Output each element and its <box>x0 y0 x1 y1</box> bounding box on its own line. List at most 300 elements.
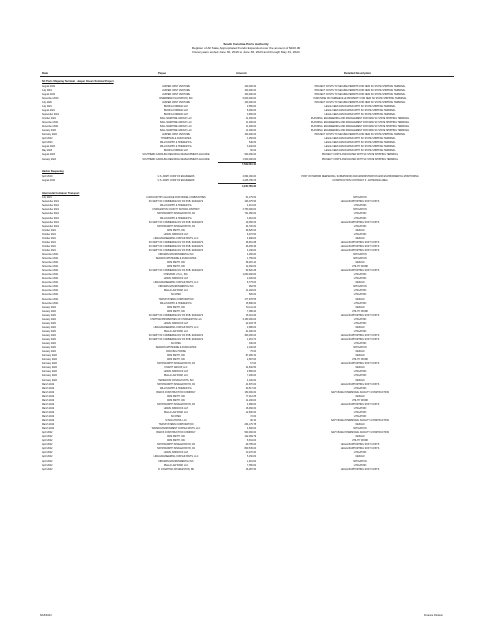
row-amount: 14,842.50 <box>245 367 256 370</box>
row-payee: WILLOUGHBY & HOEFER P.A. <box>159 302 193 305</box>
row-payee: WILLOUGHBY & HOEFER P.A. <box>159 146 193 149</box>
row-amount: 150,000.00 <box>244 391 256 394</box>
row-amount: 19,050.00 <box>245 221 256 224</box>
row-description: LEGAL FEES ASSOCIATED WITH SC STATE SHIPPING TERMINAL <box>324 142 396 145</box>
row-date: December 2021 <box>42 290 59 293</box>
row-amount: 2,694,000.00 <box>242 175 256 178</box>
row-amount: 11,000.00 <box>245 126 256 129</box>
row-description: DESIGN <box>355 355 365 358</box>
row-amount: 10,270.00 <box>245 452 256 455</box>
row-payee: HAYNSWORTH SINKLER BOYD, PA <box>156 213 196 216</box>
row-payee: JASPER JOINT VENTURE <box>162 101 190 104</box>
column-header-description: Detailed Description <box>344 71 372 75</box>
row-payee: HAYNSWORTH SINKLER BOYD, PA <box>156 363 196 366</box>
row-date: March 2022 <box>42 424 55 427</box>
row-amount: 234,179.78 <box>244 424 256 427</box>
row-payee: KIRKMAN ENVIRONMENTAL INC <box>158 286 194 289</box>
row-date: March 2022 <box>42 387 55 390</box>
row-description: MITIGATION <box>353 460 367 463</box>
row-payee: LOWCOUNTRY ALLIANCE FOR MODEL COMMUNITIES <box>146 197 206 200</box>
row-amount: 24,700.00 <box>245 225 256 228</box>
row-amount: 2,550.00 <box>247 105 256 108</box>
row-amount: 48,961.98 <box>245 241 256 244</box>
row-description: LEGAL/SUPPORTING SOFT COSTS <box>340 444 380 447</box>
row-payee: U.S. ARMY CORP OF ENGINEERS <box>157 175 195 178</box>
row-description: LEGAL/SUPPORTING SOFT COSTS <box>340 468 380 471</box>
footer-division: Finance Division <box>424 614 444 617</box>
row-description: DESIGN <box>355 237 365 240</box>
row-date: December 2021 <box>42 286 59 289</box>
row-payee: HAYNSWORTH SINKLER BOYD, PA <box>156 403 196 406</box>
row-date: April 2023 <box>42 142 53 145</box>
row-date: December 2021 <box>42 278 59 281</box>
row-amount: 26,455.36 <box>245 245 256 248</box>
row-date: December 2021 <box>42 282 59 285</box>
row-payee: SC DEPT OF COMMERCE DIV OF PUB. RAILWAYS <box>148 314 204 317</box>
row-description: MITIGATION <box>353 197 367 200</box>
row-amount: 4,100.00 <box>247 379 256 382</box>
row-date: March 2022 <box>42 395 55 398</box>
row-date: August 2023 <box>42 154 55 157</box>
row-amount: 2,100.00 <box>247 347 256 350</box>
row-description: PROJECT COSTS TO SECURE PERMITS FOR NEW SC STATE SHIPPING TERMINAL <box>314 93 406 96</box>
row-description: MITIGATION <box>353 428 367 431</box>
row-description: LEGAL FEES ASSOCIATED WITH SC STATE SHIPPING TERMINAL <box>324 113 396 116</box>
row-description: LEGAL/SUPPORTING SOFT COSTS <box>340 221 380 224</box>
row-amount: 21,000.00 <box>245 330 256 333</box>
row-payee: LEWIS, BABCOCK LLP <box>163 233 189 236</box>
row-amount: 11,000.00 <box>245 122 256 125</box>
section-subtotal: 4,940,780.33 <box>218 183 256 187</box>
row-description: LITIGATION <box>353 387 367 390</box>
row-amount: 11,200.00 <box>245 290 256 293</box>
row-amount: 4,750,000.00 <box>242 209 256 212</box>
row-description: LITIGATION <box>353 375 367 378</box>
row-payee: LEWIS, BABCOCK LLP <box>163 371 189 374</box>
row-date: April 2022 <box>42 440 53 443</box>
row-date: September 2021 <box>42 201 59 204</box>
row-description: LEGAL FEES ASSOCIATED WITH SC STATE SHIPPING TERMINAL <box>324 138 396 141</box>
row-date: January 2022 <box>42 347 56 350</box>
row-payee: PELLA LAW FIRM, LLC <box>163 330 189 333</box>
row-payee: SI SOLUTIONS, LLC <box>165 420 187 422</box>
row-description: LITIGATION <box>353 343 367 346</box>
row-date: April 2022 <box>42 436 53 439</box>
row-date: January 2022 <box>42 334 56 337</box>
row-amount: 1,261.70 <box>247 339 256 341</box>
row-amount: 1,901.00 <box>247 460 256 463</box>
row-date: February 2022 <box>42 367 57 370</box>
row-amount: 163,079.50 <box>244 201 256 204</box>
row-payee: BURR & FORMAN LLP <box>164 109 188 112</box>
row-description: DESIGN <box>355 379 365 382</box>
section-title: Harbor Deepening <box>42 170 64 174</box>
row-description: MITIGATION <box>353 258 367 260</box>
row-date: August 2019 <box>42 93 55 96</box>
row-description: LITIGATION <box>353 330 367 333</box>
row-description: PROJECT COSTS TO SECURE PERMITS FOR NEW SC STATE SHIPPING TERMINAL <box>314 89 406 92</box>
row-payee: KIRKMAN ENVIRONMENTAL INC <box>158 253 194 256</box>
row-amount: 5,150.00 <box>247 456 256 459</box>
row-description: LITIGATION <box>353 274 367 277</box>
row-payee: LIDE ENGINEERING CONSULTANTS, LLC <box>153 237 199 240</box>
row-date: December 2021 <box>42 298 59 301</box>
row-amount: 100,000.00 <box>244 101 256 104</box>
row-description: CONSTRUCTION CONTRACT 3 - ENTRANCE AREA <box>332 179 388 182</box>
row-payee: BANKS CONSTRUCTION COMPANY <box>156 391 196 394</box>
row-amount: 11,000.00 <box>245 130 256 133</box>
row-amount: 100,000.00 <box>244 93 256 96</box>
row-amount: 2,697.00 <box>247 359 256 362</box>
row-description: LEGAL/SUPPORTING SOFT COSTS <box>340 201 380 204</box>
row-description: LITIGATION <box>353 294 367 297</box>
row-description: LEGAL FEES ASSOCIATED WITH SC STATE SHIPPING TERMINAL <box>324 146 396 149</box>
row-amount: 800,545.00 <box>244 448 256 451</box>
row-payee: JASPER JOINT VENTURE <box>162 89 190 92</box>
row-payee: SC DEPT OF COMMERCE DIV OF PUB. RAILWAYS <box>148 334 204 337</box>
table-row <box>40 179 454 183</box>
row-payee: U.S. ARMY CORP OF ENGINEERS <box>157 179 195 182</box>
row-description: POST 45 HARBOR DEEPENING, SUPERVISION AND ADMINISTRATION AND ENVIRONMENTAL MONITORING <box>301 175 419 178</box>
row-amount: 500,000.00 <box>244 154 256 157</box>
row-date: March 2022 <box>42 428 55 431</box>
row-date: January 2022 <box>42 306 56 309</box>
row-date: February 2022 <box>42 359 57 362</box>
row-date: January 2022 <box>42 339 56 341</box>
row-date: March 2022 <box>42 411 55 414</box>
row-date: July 2021 <box>42 197 52 200</box>
row-date: April 2022 <box>42 138 53 141</box>
row-description: LEGAL/SUPPORTING SOFT COSTS <box>340 383 380 386</box>
row-payee: BANKS CONSTRUCTION COMPANY <box>156 432 196 435</box>
row-date: September 2021 <box>42 221 59 224</box>
row-date: February 2022 <box>42 375 57 378</box>
row-amount: 177,978.55 <box>244 298 256 301</box>
row-payee: ROCKING HORSE <box>166 351 186 354</box>
row-amount: 12,600.00 <box>245 411 256 414</box>
row-description: MITIGATION <box>353 286 367 289</box>
row-date: July 2021 <box>42 105 52 108</box>
row-description: PLANNING, ENGINEERING AND MANAGEMENT FOR NEW SC STATE SHIPPING TERMINAL <box>310 130 410 133</box>
row-payee: HAYNSWORTH SINKLER BOYD, PA <box>156 448 196 451</box>
row-date: September 2021 <box>42 217 59 220</box>
row-payee: CDM SMITH, INC <box>166 306 186 309</box>
row-date: January 2022 <box>42 314 56 317</box>
row-amount: 7,086.40 <box>247 310 256 313</box>
row-payee: LEWIS, BABCOCK LLP <box>163 278 189 281</box>
row-payee: JASPER JOINT VENTURE <box>162 134 190 137</box>
row-date: January 2022 <box>42 351 56 354</box>
row-date: September 2021 <box>42 113 59 116</box>
row-date: April 2022 <box>42 460 53 463</box>
row-date: October 2021 <box>42 229 56 232</box>
row-payee: BALL MARITIME GROUP, LLC <box>160 122 192 125</box>
row-description: LEGAL/SUPPORTING SOFT COSTS <box>340 339 380 341</box>
row-date: February 2022 <box>42 355 57 358</box>
row-payee: WILLOUGHBY & HOEFER P.A. <box>159 387 193 390</box>
row-amount: 330.00 <box>248 343 256 346</box>
row-payee: TRANSYSTEMS CORPORATION <box>158 298 194 301</box>
row-description: MITIGATION <box>353 347 367 350</box>
row-payee: LIDE ENGINEERING CONSULTANTS, LLC <box>153 326 199 329</box>
row-amount: 90.10 <box>250 420 256 422</box>
row-description: LITIGATION <box>353 322 367 325</box>
row-date: April 2019 <box>42 175 53 178</box>
row-amount: 4,980.00 <box>247 403 256 406</box>
row-description: DESIGN <box>355 395 365 398</box>
row-amount: 38,015.10 <box>245 262 256 265</box>
row-payee: BURR & FORMAN LLP <box>164 150 188 153</box>
row-date: October 2021 <box>42 245 56 248</box>
row-date: August 2023 <box>42 146 55 149</box>
row-payee: CHARLESTON COUNTY SCHOOL DISTRICT <box>152 209 200 212</box>
row-amount: 4,190.00 <box>247 249 256 252</box>
row-description: NAVY BASE INTERMODAL FACILITY CONSTRUCTION <box>330 420 390 422</box>
row-payee: LEWIS, BABCOCK LLP <box>163 452 189 455</box>
row-payee: BALL MARITIME GROUP, LLC <box>160 126 192 129</box>
row-amount: 8,631.00 <box>247 440 256 443</box>
row-payee: WATER ENVIRONMENT CONSULTANTS, LLC <box>151 428 201 431</box>
row-amount: 7,200.00 <box>247 375 256 378</box>
row-date: March 2022 <box>42 420 55 422</box>
row-amount: 51,175.00 <box>245 197 256 200</box>
row-amount: 60.00 <box>250 150 256 153</box>
row-amount: 8,000.00 <box>247 109 256 112</box>
row-payee: LIDE ENGINEERING CONSULTANTS, LLC <box>153 456 199 459</box>
row-amount: 100,000.00 <box>244 85 256 88</box>
row-payee: PELLA LAW FIRM, LLC <box>163 290 189 293</box>
row-payee: SC DHEC <box>170 294 182 297</box>
report-header <box>0 42 492 55</box>
row-amount: 4,410.00 <box>247 205 256 208</box>
row-payee: SOUTHERN CAROLINA REGIONAL DEVELOPMENT ALLIANCE <box>142 154 210 157</box>
row-date: December 2021 <box>42 294 59 297</box>
row-description: LITIGATION <box>353 233 367 236</box>
row-date: October 2021 <box>42 241 56 244</box>
row-payee: BURR & FORMAN LLP <box>164 113 188 116</box>
row-date: October 2021 <box>42 237 56 240</box>
row-payee: CDM SMITH, INC <box>166 399 186 402</box>
row-description: LEGAL FEES ASSOCIATED WITH SC STATE SHIPPING TERMINAL <box>324 105 396 108</box>
row-date: January 2024 <box>42 158 56 161</box>
row-payee: PELLA LAW FIRM, LLC <box>163 464 189 467</box>
row-payee: HAYNSWORTH SINKLER BOYD, PA <box>156 444 196 447</box>
row-description: LEGAL/SUPPORTING SOFT COSTS <box>340 245 380 248</box>
row-description: PROJECT COSTS ASSOCIATED WITH SC STATE SHIPPING TERMINAL <box>321 158 399 161</box>
row-amount: 11,000.00 <box>245 118 256 120</box>
row-date: August 2019 <box>42 179 55 182</box>
row-payee: SC DHEC <box>170 415 182 418</box>
row-date: April 2022 <box>42 444 53 447</box>
row-amount: 5,000,000.00 <box>242 97 256 100</box>
row-payee: WILLOUGHBY & HOEFER P.A. <box>159 205 193 208</box>
row-date: October 2021 <box>42 249 56 252</box>
row-description: LITIGATION <box>353 205 367 208</box>
row-description: DESIGN <box>355 298 365 301</box>
row-amount: 520.00 <box>248 294 256 297</box>
row-description: LITIGATION <box>353 407 367 410</box>
row-description: LITIGATION <box>353 318 367 321</box>
row-amount: 16,087.50 <box>245 468 256 471</box>
row-description: LITIGATION <box>353 411 367 414</box>
row-amount: 1,750.00 <box>247 258 256 260</box>
row-payee: CDM SMITH, INC <box>166 436 186 439</box>
column-header-amount: Amount <box>236 71 247 75</box>
row-date: March 2022 <box>42 383 55 386</box>
row-amount: 8,775.00 <box>247 282 256 285</box>
row-amount: 12,000.00 <box>245 266 256 269</box>
row-description: LEGAL/SUPPORTING SOFT COSTS <box>340 448 380 451</box>
row-description: DESIGN <box>355 367 365 370</box>
row-date: September 2021 <box>42 205 59 208</box>
row-amount: 3,650.00 <box>247 113 256 116</box>
table-row <box>40 468 454 472</box>
row-description: PLANNING, ENGINEERING AND MANAGEMENT FOR NEW SC STATE SHIPPING TERMINAL <box>310 118 410 120</box>
row-payee: LIDE ENGINEERING CONSULTANTS, LLC <box>153 282 199 285</box>
header-rule <box>40 76 454 77</box>
row-amount: 100,000.00 <box>244 134 256 137</box>
row-date: November 2021 <box>42 122 59 125</box>
row-payee: CHATHAM PROPERTIES OF CHARLESTON LLC <box>150 318 202 321</box>
row-payee: BALL MARITIME GROUP, LLC <box>160 130 192 133</box>
row-description: LEGAL/SUPPORTING SOFT COSTS <box>340 249 380 252</box>
row-payee: CDM SMITH, INC <box>166 262 186 265</box>
row-amount: 1,000,000.00 <box>242 274 256 277</box>
row-description: DESIGN <box>355 424 365 427</box>
row-amount: 67.00 <box>250 363 256 366</box>
row-payee: SC DEPT OF COMMERCE DIV OF PUB. RAILWAYS <box>148 339 204 341</box>
row-description: DESIGN <box>355 229 365 232</box>
row-amount: 540.00 <box>248 142 256 145</box>
row-date: January 2022 <box>42 130 56 133</box>
row-payee: HAYNSWORTH SINKLER BOYD, PA <box>156 383 196 386</box>
row-date: February 2022 <box>42 363 57 366</box>
row-date: April 2022 <box>42 464 53 467</box>
row-amount: 51,111.44 <box>246 306 256 309</box>
row-payee: HAYNSWORTH SINKLER BOYD, PA <box>156 225 196 228</box>
row-payee: THOMPSON & ASSOCIATES <box>160 138 192 141</box>
row-amount: 15,680.00 <box>245 302 256 305</box>
row-amount: 2,980.00 <box>247 326 256 329</box>
row-date: January 2022 <box>42 318 56 321</box>
row-amount: 75.00 <box>250 351 256 354</box>
row-amount: 18,060.00 <box>245 407 256 410</box>
row-date: November 2021 <box>42 266 59 269</box>
row-date: January 2022 <box>42 310 56 313</box>
row-date: August 2019 <box>42 85 55 88</box>
row-payee: KIRKMAN ENVIRONMENTAL INC <box>158 460 194 463</box>
report-period: Fiscal years ended June 30, 2019 to June 30, 2023 and through May 31, 2024 <box>192 50 300 55</box>
row-description: DESIGN <box>355 262 365 265</box>
report-subtitle: Register of All State Appropriated Funds Expended over the amount of $100.00 <box>191 46 301 51</box>
row-description: DESIGN <box>355 456 365 459</box>
row-payee: BALL MARITIME GROUP, LLC <box>160 118 192 120</box>
row-payee: SOUTHERN CAROLINA REGIONAL DEVELOPMENT ALLIANCE <box>142 158 210 161</box>
row-description: PROJECT COSTS TO SECURE PERMITS FOR NEW SC STATE SHIPPING TERMINAL <box>314 134 406 137</box>
row-description: DESIGN <box>355 326 365 329</box>
row-payee: CDM SMITH, INC <box>166 440 186 443</box>
row-description: LITIGATION <box>353 225 367 228</box>
row-amount: 30,517.00 <box>245 387 256 390</box>
row-amount: 77,212.05 <box>245 395 256 398</box>
section-title: SC Ports Shipping Terminal - Jasper Ocean Terminal Project <box>42 80 114 83</box>
row-date: January 2022 <box>42 322 56 325</box>
table-row <box>40 158 454 162</box>
row-amount: 22,493.75 <box>245 322 256 325</box>
row-amount: 41,870.00 <box>245 383 256 386</box>
row-amount: 7,350.00 <box>247 464 256 467</box>
section-title: Intermodal Container Transport <box>42 191 80 195</box>
row-description: DESIGN <box>355 436 365 439</box>
row-amount: 4,250.00 <box>247 253 256 256</box>
row-description: PLANNING, ENGINEERING AND MANAGEMENT FOR NEW SC STATE SHIPPING TERMINAL <box>310 122 410 125</box>
row-description: LEGAL/SUPPORTING SOFT COSTS <box>340 403 380 406</box>
report-org-title: South Carolina Ports Authority <box>223 42 269 46</box>
row-description: MITIGATION <box>353 253 367 256</box>
row-date: September 2021 <box>42 209 59 212</box>
row-payee: CDM SMITH, INC <box>166 395 186 398</box>
row-amount: 4,990.00 <box>247 237 256 240</box>
row-payee: JASPER JOINT VENTURE <box>162 85 190 88</box>
row-description: UTILITY WORK <box>351 266 369 269</box>
row-date: April 2022 <box>42 432 53 435</box>
row-description: LITIGATION <box>353 278 367 281</box>
row-description: PLANNING, ENGINEERING AND MANAGEMENT FOR NEW SC STATE SHIPPING TERMINAL <box>310 126 410 129</box>
row-payee: R. JONATHAN CHARLESTON, PE <box>158 468 194 471</box>
row-date: November 2021 <box>42 258 59 260</box>
row-amount: 2,850.00 <box>247 371 256 374</box>
row-payee: PELLA LAW FIRM, LLC <box>163 411 189 414</box>
row-date: February 2022 <box>42 379 57 382</box>
row-payee: SEAMON WHITESIDE & ASSOCIATES <box>155 258 197 260</box>
row-amount: 2,150,000.00 <box>242 318 256 321</box>
row-date: January 2022 <box>42 326 56 329</box>
row-amount: 2,246,780.33 <box>242 179 256 182</box>
row-payee: CDM SMITH, INC <box>166 359 186 362</box>
row-date: January 2022 <box>42 330 56 333</box>
row-date: September 2021 <box>42 225 59 228</box>
row-date: October 2021 <box>42 233 56 236</box>
row-date: August 2021 <box>42 109 55 112</box>
row-date: November 2021 <box>42 253 59 256</box>
row-amount: 100,000.00 <box>244 89 256 92</box>
row-payee: SC DHEC <box>170 343 182 346</box>
row-payee: SC DEPT OF COMMERCE DIV OF PUB. RAILWAYS <box>148 241 204 244</box>
row-description: LEGAL FEES ASSOCIATED WITH SC STATE SHIPPING TERMINAL <box>324 109 396 112</box>
row-payee: BURR & FORMAN LLP <box>164 105 188 108</box>
row-date: December 2021 <box>42 274 59 277</box>
row-payee: CDM SMITH, INC <box>166 355 186 358</box>
row-payee: TERRACON CONSULTANTS, INC <box>158 379 194 382</box>
row-payee: CDM SMITH, INC <box>166 229 186 232</box>
row-payee: SC DEPT OF COMMERCE DIV OF PUB. RAILWAYS <box>148 270 204 273</box>
row-payee: SC DEPT OF COMMERCE DIV OF PUB. RAILWAYS <box>148 221 204 224</box>
row-description: LITIGATION <box>353 415 367 418</box>
row-amount: 2,320.00 <box>247 278 256 281</box>
row-amount: 1,500,000.00 <box>242 158 256 161</box>
row-date: December 2021 <box>42 302 59 305</box>
row-date: March 2022 <box>42 415 55 418</box>
row-amount: 1,250.00 <box>247 138 256 141</box>
row-amount: 122,069.79 <box>244 436 256 439</box>
row-description: NAVY BASE INTERMODAL FACILITY CONSTRUCTION <box>330 391 390 394</box>
row-payee: SC DEPT OF COMMERCE DIV OF PUB. RAILWAYS <box>148 245 204 248</box>
row-date: January 2022 <box>42 343 56 346</box>
row-amount: 52,620.28 <box>245 270 256 273</box>
row-amount: 962.50 <box>248 286 256 289</box>
row-amount: 15,001.60 <box>245 314 256 317</box>
row-date: July 2020 <box>42 101 52 104</box>
